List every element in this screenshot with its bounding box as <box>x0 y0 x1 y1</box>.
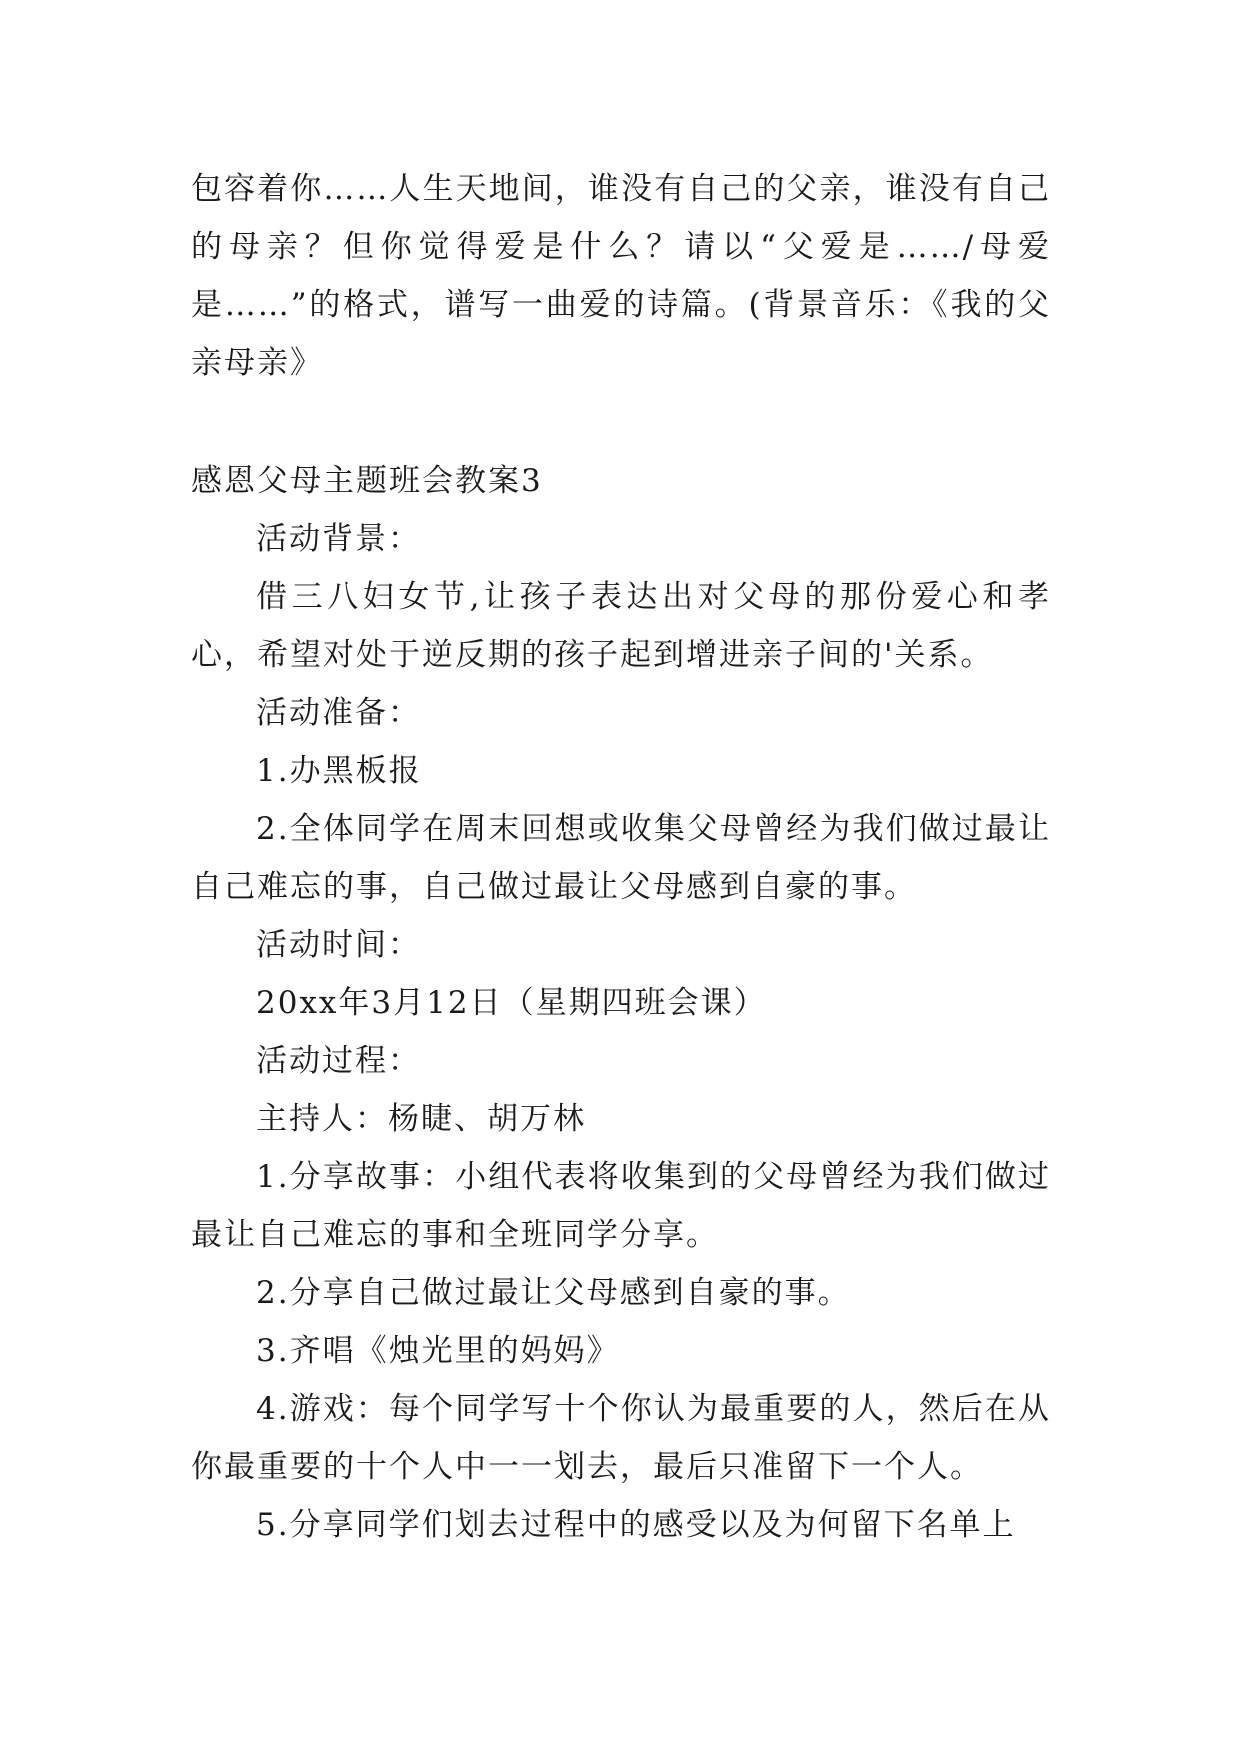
paragraph-process-item-1: 1.分享故事：小组代表将收集到的父母曾经为我们做过最让自己难忘的事和全班同学分享。 <box>191 1159 1051 1253</box>
paragraph-preparation-heading: 活动准备： <box>256 695 421 731</box>
paragraph-background-body: 借三八妇女节,让孩子表达出对父母的那份爱心和孝心，希望对处于逆反期的孩子起到增进亲子间的'关系。 <box>191 579 1051 673</box>
paragraph-time-body: 20xx年3月12日（星期四班会课） <box>256 985 767 1021</box>
paragraph-hosts: 主持人：杨睫、胡万林 <box>256 1101 586 1137</box>
paragraph-process-item-5: 5.分享同学们划去过程中的感受以及为何留下名单上 <box>256 1507 1016 1543</box>
paragraph-background-heading: 活动背景： <box>256 521 421 557</box>
paragraph-process-item-4: 4.游戏：每个同学写十个你认为最重要的人，然后在从你最重要的十个人中一一划去，最后只准留下一个人。 <box>191 1391 1051 1485</box>
paragraph-preparation-item-1: 1.办黑板报 <box>256 753 422 789</box>
paragraph-process-item-2: 2.分享自己做过最让父母感到自豪的事。 <box>256 1275 851 1311</box>
intro-paragraph: 包容着你……人生天地间，谁没有自己的父亲，谁没有自己的母亲？但你觉得爱是什么？请以“父爱是……/母爱是……”的格式，谱写一曲爱的诗篇。(背景音乐：《我的父亲母亲》 <box>191 171 1051 381</box>
paragraph-process-item-3: 3.齐唱《烛光里的妈妈》 <box>256 1333 620 1369</box>
section-title: 感恩父母主题班会教案3 <box>191 463 543 499</box>
document-page <box>191 160 1051 1554</box>
paragraph-preparation-item-2: 2.全体同学在周末回想或收集父母曾经为我们做过最让自己难忘的事，自己做过最让父母感到自豪的事。 <box>191 811 1051 905</box>
paragraph-process-heading: 活动过程： <box>256 1043 421 1079</box>
paragraph-time-heading: 活动时间： <box>256 927 421 963</box>
